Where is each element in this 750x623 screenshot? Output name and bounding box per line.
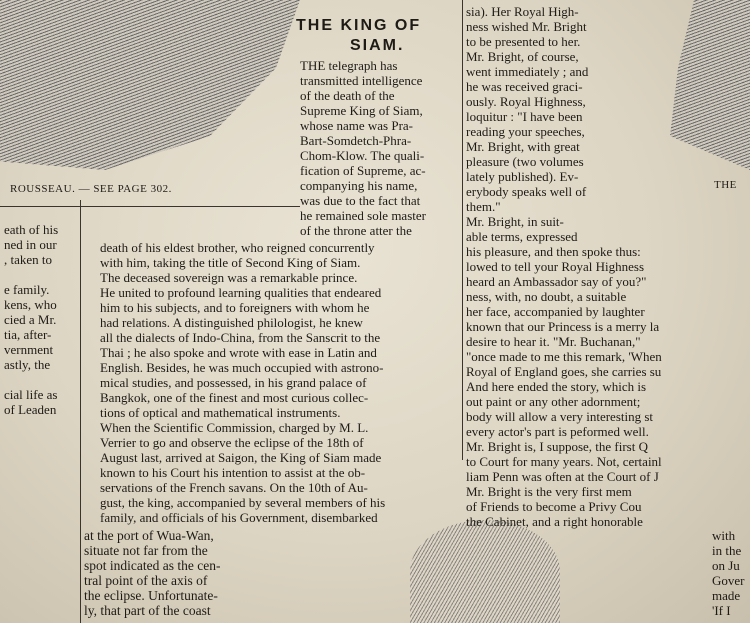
heading-fragment: THE: [714, 179, 737, 191]
text-line: kens, who: [4, 297, 57, 312]
text-line: him to his subjects, and to foreigners with whom he: [100, 300, 370, 315]
text-line: spot indicated as the cen-: [84, 558, 221, 573]
text-line: Supreme King of Siam,: [300, 103, 423, 118]
text-line: desire to hear it. "Mr. Buchanan,": [466, 334, 641, 349]
text-line: tia, after-: [4, 327, 52, 342]
text-line: of Friends to become a Privy Cou: [466, 499, 642, 514]
text-line: And here ended the story, which is: [466, 379, 647, 394]
text-line: erybody speaks well of: [466, 184, 587, 199]
engraving-illustration-right: [670, 0, 750, 170]
text-line: of Leaden: [4, 402, 57, 417]
engraving-illustration-left: [0, 0, 300, 170]
text-line: He united to profound learning qualities that endeared: [100, 285, 382, 300]
text-line: vernment: [4, 342, 54, 357]
text-line: August last, arrived at Saigon, the King of Siam made: [100, 450, 382, 465]
article-title-line2: SIAM.: [350, 37, 405, 54]
text-line: Mr. Bright, of course,: [466, 49, 579, 64]
caption-rule: [0, 206, 300, 207]
column-rule-right: [462, 0, 463, 460]
text-line: sia). Her Royal High-: [466, 4, 579, 19]
text-line: of the death of the: [300, 88, 395, 103]
text-line: pleasure (two volumes: [466, 154, 584, 169]
text-line: cial life as: [4, 387, 58, 402]
text-line: Chom-Klow. The quali-: [300, 148, 425, 163]
text-line: he remained sole master: [300, 208, 426, 223]
text-line: transmitted intelligence: [300, 73, 423, 88]
text-line: , taken to: [4, 252, 53, 267]
text-line: to Court for many years. Not, certainl: [466, 454, 662, 469]
text-line: liam Penn was often at the Court of J: [466, 469, 659, 484]
text-line: Bangkok, one of the finest and most curious collec-: [100, 390, 369, 405]
text-line: English. Besides, he was much occupied with astrono-: [100, 360, 384, 375]
text-line: The deceased sovereign was a remarkable prince.: [100, 270, 358, 285]
text-line: cied a Mr.: [4, 312, 57, 327]
text-line: at the port of Wua-Wan,: [84, 528, 214, 543]
text-line: heard an Ambassador say of you?": [466, 274, 647, 289]
text-line: Royal of England goes, she carries su: [466, 364, 662, 379]
text-line: them.": [466, 199, 501, 214]
text-line: ously. Royal Highness,: [466, 94, 586, 109]
text-line: family, and officials of his Government, disembarked: [100, 510, 378, 525]
text-line: in the: [712, 543, 742, 558]
text-line: had relations. A distinguished philologist, he knew: [100, 315, 363, 330]
text-line: on Ju: [712, 558, 740, 573]
text-line: to be presented to her.: [466, 34, 581, 49]
text-line: servations of the French savans. On the 10th of Au-: [100, 480, 368, 495]
illustration-caption: ROUSSEAU. — SEE PAGE 302.: [10, 183, 172, 195]
text-line: body will allow a very interesting st: [466, 409, 654, 424]
text-line: 'If I: [712, 603, 731, 618]
text-line: he was received graci-: [466, 79, 583, 94]
text-line: whose name was Pra-: [300, 118, 413, 133]
text-line: loquitur : "I have been: [466, 109, 583, 124]
text-line: companying his name,: [300, 178, 418, 193]
text-line: lowed to tell your Royal Highness: [466, 259, 645, 274]
text-line: lately published). Ev-: [466, 169, 579, 184]
text-line: gust, the king, accompanied by several members of his: [100, 495, 386, 510]
text-line: THE telegraph has: [300, 58, 398, 73]
text-line: known that our Princess is a merry la: [466, 319, 660, 334]
text-line: out paint or any other adornment;: [466, 394, 641, 409]
text-line: his pleasure, and then spoke thus:: [466, 244, 641, 259]
text-line: fication of Supreme, ac-: [300, 163, 426, 178]
text-line: with him, taking the title of Second King of Siam.: [100, 255, 361, 270]
article-title-line1: THE KING OF: [296, 17, 422, 34]
engraving-portrait-bottom: [410, 520, 560, 623]
text-line: tral point of the axis of: [84, 573, 208, 588]
text-line: the Cabinet, and a right honorable: [466, 514, 643, 529]
text-line: "once made to me this remark, 'When: [466, 349, 662, 364]
text-line: with: [712, 528, 736, 543]
text-line: the eclipse. Unfortunate-: [84, 588, 218, 603]
text-line: mical studies, and possessed, in his grand palace of: [100, 375, 367, 390]
text-line: When the Scientific Commission, charged by M. L.: [100, 420, 369, 435]
text-line: eath of his: [4, 222, 59, 237]
text-line: reading your speeches,: [466, 124, 585, 139]
text-line: astly, the: [4, 357, 51, 372]
text-line: e family.: [4, 282, 50, 297]
text-line: ness, with, no doubt, a suitable: [466, 289, 627, 304]
column-rule-left: [80, 200, 81, 623]
text-line: all the dialects of Indo-China, from the Sanscrit to the: [100, 330, 381, 345]
text-line: went immediately ; and: [466, 64, 589, 79]
text-line: situate not far from the: [84, 543, 208, 558]
text-line: Mr. Bright, with great: [466, 139, 580, 154]
text-line: Bart-Somdetch-Phra-: [300, 133, 412, 148]
text-line: was due to the fact that: [300, 193, 421, 208]
text-line: Mr. Bright, in suit-: [466, 214, 564, 229]
text-line: ness wished Mr. Bright: [466, 19, 587, 34]
text-line: known to his Court his intention to assist at the ob-: [100, 465, 366, 480]
text-line: ned in our: [4, 237, 57, 252]
text-line: every actor's part is peformed well.: [466, 424, 649, 439]
text-line: of the throne atter the: [300, 223, 412, 238]
text-line: her face, accompanied by laughter: [466, 304, 645, 319]
text-line: Gover: [712, 573, 745, 588]
text-line: Mr. Bright is the very first mem: [466, 484, 632, 499]
text-line: Mr. Bright is, I suppose, the first Q: [466, 439, 648, 454]
text-line: made: [712, 588, 741, 603]
text-line: death of his eldest brother, who reigned concurrently: [100, 240, 375, 255]
text-line: ly, that part of the coast: [84, 603, 211, 618]
text-line: Verrier to go and observe the eclipse of the 18th of: [100, 435, 364, 450]
text-line: tions of optical and mathematical instruments.: [100, 405, 341, 420]
text-line: able terms, expressed: [466, 229, 578, 244]
text-line: Thai ; he also spoke and wrote with ease in Latin and: [100, 345, 377, 360]
